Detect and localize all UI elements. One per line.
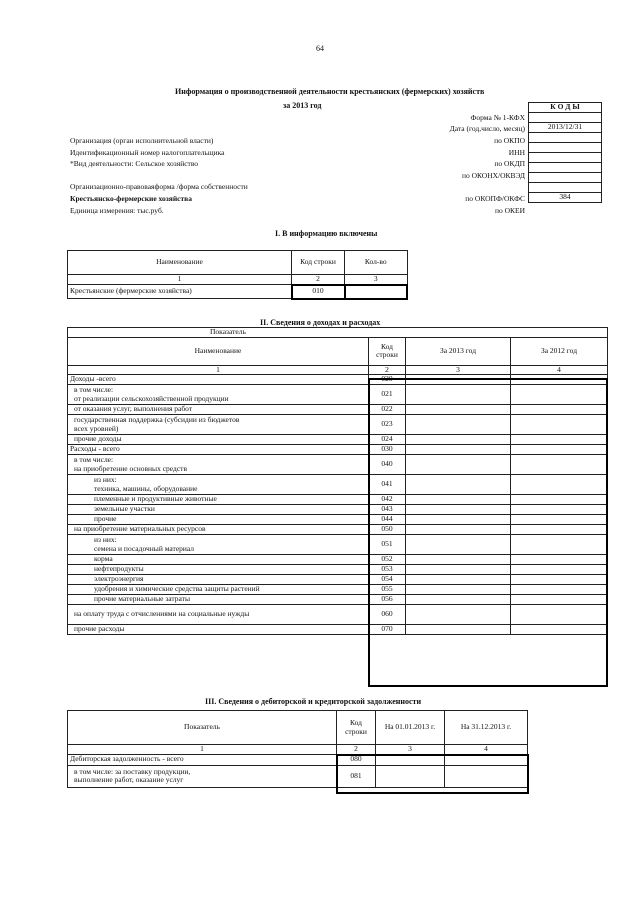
s2-data-frame (368, 378, 608, 687)
row-name: на оплату труда с отчислениями на социальные нужды (68, 605, 369, 625)
s1-header-name: Наименование (68, 251, 292, 275)
row-name: племенные и продуктивные животные (68, 495, 369, 505)
s1-num-3: 3 (345, 275, 408, 285)
legal-form-label: Организационно-правоваяформа /форма собственности (70, 182, 248, 191)
row-code: 024 (369, 435, 406, 445)
code-okonh (529, 162, 602, 172)
s3-num-3: 3 (376, 745, 445, 755)
row-code: 022 (369, 405, 406, 415)
row-name: Дебиторская задолженность - всего (68, 754, 337, 765)
row-code: 041 (369, 475, 406, 495)
okonh-label: по ОКОНХ/ОКВЭД (461, 171, 525, 180)
row-code: 021 (369, 385, 406, 405)
code-okopf (529, 182, 602, 192)
form-label: Форма № 1-КФХ (470, 113, 525, 122)
inn-left-label: Идентификационный номер налогоплательщика (70, 148, 225, 157)
row-name: из них: техника, машины, оборудование (68, 475, 369, 495)
s3-header-name: Показатель (68, 711, 337, 745)
s3-data-frame (336, 754, 529, 794)
s3-num-2: 2 (337, 745, 376, 755)
row-name: в том числе: от реализации сельскохозяйственной продукции (68, 385, 369, 405)
section2-title: II. Сведения о доходах и расходах (260, 318, 381, 327)
okdp-label: по ОКДП (494, 159, 525, 168)
row-name: электроэнергия (68, 575, 369, 585)
farm-label: Крестьянско-фермерские хозяйства (70, 194, 192, 203)
code-blank (529, 172, 602, 182)
s2-header-name: Наименование (68, 337, 369, 365)
row-name: от оказания услуг, выполнения работ (68, 405, 369, 415)
date-label: Дата (год,число, месяц) (449, 124, 525, 133)
s2-num-2: 2 (369, 365, 406, 375)
row-code: 051 (369, 535, 406, 555)
row-code: 044 (369, 515, 406, 525)
row-name: прочие материальные затраты (68, 595, 369, 605)
row-name: в том числе: за поставку продукции, выполнение работ, оказание услуг (68, 765, 337, 787)
section3-title: III. Сведения о дебиторской и кредиторской задолженности (205, 697, 422, 706)
inn-label: ИНН (508, 148, 525, 157)
s2-num-4: 4 (511, 365, 608, 375)
row-code: 030 (369, 445, 406, 455)
codes-header: К О Д Ы (529, 103, 602, 113)
code-form (529, 112, 602, 122)
row-name: прочие расходы (68, 625, 369, 635)
row-code: 020 (369, 375, 406, 385)
s2-num-1: 1 (68, 365, 369, 375)
row-code: 060 (369, 605, 406, 625)
s3-header-end: На 31.12.2013 г. (445, 711, 528, 745)
okopf-label: по ОКОПФ/ОКФС (465, 194, 525, 203)
s3-header-code: Код строки (337, 711, 376, 745)
s3-num-1: 1 (68, 745, 337, 755)
code-okpo (529, 132, 602, 142)
s1-num-1: 1 (68, 275, 292, 285)
activity-label: *Вид деятельности: Сельское хозяйство (70, 159, 199, 168)
s1-header-qty: Кол-во (345, 251, 408, 275)
s3-header-start: На 01.01.2013 г. (376, 711, 445, 745)
row-code: 055 (369, 585, 406, 595)
row-code: 023 (369, 415, 406, 435)
s2-indicator-text: Показатель (210, 327, 246, 336)
document-title: Информация о производственной деятельности крестьянских (фермерских) хозяйств (175, 87, 485, 96)
code-okei: 384 (529, 192, 602, 202)
row-code: 070 (369, 625, 406, 635)
row-name: корма (68, 555, 369, 565)
row-name: из них: семена и посадочный материал (68, 535, 369, 555)
row-name: государственная поддержка (субсидии из бюджетов всех уровней) (68, 415, 369, 435)
s2-header-code: Код строки (369, 337, 406, 365)
codes-table (528, 102, 602, 203)
unit-label: Единица измерения: тыс.руб. (70, 206, 164, 215)
row-name: прочие (68, 515, 369, 525)
row-name: Расходы - всего (68, 445, 369, 455)
s1-header-code: Код строки (292, 251, 345, 275)
row-code: 054 (369, 575, 406, 585)
row-code: 081 (337, 765, 376, 787)
row-code: 056 (369, 595, 406, 605)
row-code: 042 (369, 495, 406, 505)
code-inn (529, 142, 602, 152)
row-name: нефтепродукты (68, 565, 369, 575)
code-okdp (529, 152, 602, 162)
row-name: удобрения и химические средства защиты растений (68, 585, 369, 595)
org-label: Организация (орган исполнительной власти) (70, 136, 214, 145)
row-code: 080 (337, 754, 376, 765)
okpo-label: по ОКПО (494, 136, 525, 145)
page-number: 64 (316, 44, 324, 53)
row-code: 040 (369, 455, 406, 475)
row-name: Доходы -всего (68, 375, 369, 385)
row-code: 052 (369, 555, 406, 565)
s1-num-2: 2 (292, 275, 345, 285)
code-date: 2013/12/31 (529, 122, 602, 132)
s1-row-code: 010 (292, 285, 345, 299)
row-code: 043 (369, 505, 406, 515)
s1-row-qty (345, 285, 408, 299)
s1-row-name: Крестьянские (фермерские хозяйства) (68, 285, 292, 299)
row-name: земельные участки (68, 505, 369, 515)
row-code: 053 (369, 565, 406, 575)
row-name: прочие доходы (68, 435, 369, 445)
section1-table (67, 250, 408, 300)
s3-num-4: 4 (445, 745, 528, 755)
report-year: за 2013 год (283, 101, 322, 110)
row-name: на приобретение материальных ресурсов (68, 525, 369, 535)
s2-num-3: 3 (406, 365, 511, 375)
s2-header-2013: За 2013 год (406, 337, 511, 365)
row-code: 050 (369, 525, 406, 535)
section1-title: I. В информацию включены (275, 229, 378, 238)
row-name: в том числе: на приобретение основных средств (68, 455, 369, 475)
s2-header-2012: За 2012 год (511, 337, 608, 365)
okei-label: по ОКЕИ (494, 206, 525, 215)
s2-indicator (68, 328, 608, 338)
